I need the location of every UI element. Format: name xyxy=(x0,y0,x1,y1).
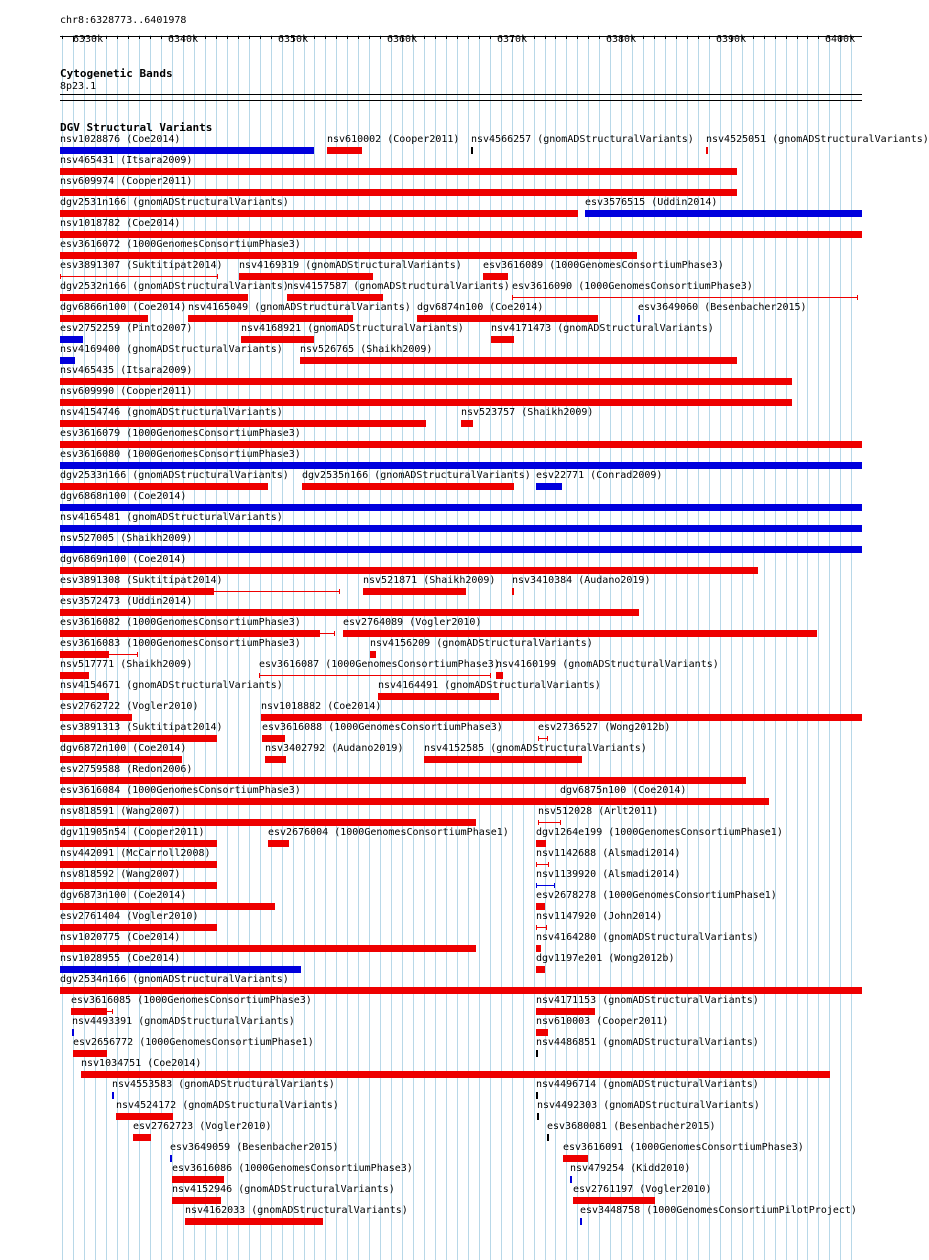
sv-bar[interactable] xyxy=(60,294,248,301)
sv-feature-label: nsv1028955 (Coe2014) xyxy=(60,953,181,964)
sv-bar[interactable] xyxy=(60,693,109,700)
locus-label: chr8:6328773..6401978 xyxy=(60,15,187,26)
sv-bar[interactable] xyxy=(60,441,862,448)
sv-bar[interactable] xyxy=(60,798,560,805)
ruler-minor-tick xyxy=(336,36,337,39)
sv-feature-label: dgv6874n100 (Coe2014) xyxy=(417,302,544,313)
sv-whisker[interactable] xyxy=(109,654,137,655)
ruler-tick-label: 6360k xyxy=(387,34,418,45)
ruler-minor-tick xyxy=(325,36,326,39)
sv-whisker-cap[interactable] xyxy=(217,274,218,279)
sv-feature-label: esv3616091 (1000GenomesConsortiumPhase3) xyxy=(563,1142,804,1153)
sv-point[interactable] xyxy=(537,1113,539,1120)
sv-feature-label: esv2676004 (1000GenomesConsortiumPhase1) xyxy=(268,827,509,838)
sv-feature-label: dgv2533n166 (gnomADStructuralVariants) xyxy=(60,470,289,481)
sv-feature-label: nsv4165049 (gnomADStructuralVariants) xyxy=(188,302,411,313)
ruler-minor-tick xyxy=(139,36,140,39)
sv-bar[interactable] xyxy=(536,966,545,973)
sv-feature-label: dgv6868n100 (Coe2014) xyxy=(60,491,187,502)
sv-bar[interactable] xyxy=(60,378,792,385)
sv-feature-label: esv2761197 (Vogler2010) xyxy=(573,1184,712,1195)
ruler-minor-tick xyxy=(818,36,819,39)
sv-bar[interactable] xyxy=(60,147,314,154)
sv-feature-label: nsv4162033 (gnomADStructuralVariants) xyxy=(185,1205,408,1216)
ruler-minor-tick xyxy=(797,36,798,39)
ruler-minor-tick xyxy=(117,36,118,39)
ruler-minor-tick xyxy=(106,36,107,39)
sv-feature-label: esv3616087 (1000GenomesConsortiumPhase3) xyxy=(259,659,500,670)
ruler-minor-tick xyxy=(786,36,787,39)
ruler-tick-label: 6370k xyxy=(497,34,528,45)
sv-whisker-cap[interactable] xyxy=(538,736,539,741)
sv-bar[interactable] xyxy=(60,987,862,994)
sv-feature-label: esv2759588 (Redon2006) xyxy=(60,764,193,775)
sv-feature-label: nsv4154746 (gnomADStructuralVariants) xyxy=(60,407,283,418)
sv-feature-label: esv3891307 (Suktitipat2014) xyxy=(60,260,223,271)
sv-bar[interactable] xyxy=(60,777,746,784)
sv-bar[interactable] xyxy=(363,588,466,595)
sv-bar[interactable] xyxy=(60,315,148,322)
sv-bar[interactable] xyxy=(81,1071,830,1078)
ruler-minor-tick xyxy=(369,36,370,39)
sv-feature-label: esv2736527 (Wong2012b) xyxy=(538,722,671,733)
sv-feature-label: nsv4493391 (gnomADStructuralVariants) xyxy=(72,1016,295,1027)
sv-bar[interactable] xyxy=(73,1050,107,1057)
cytoband-label: 8p23.1 xyxy=(60,81,97,92)
sv-bar[interactable] xyxy=(60,525,862,532)
sv-bar[interactable] xyxy=(188,315,353,322)
sv-bar[interactable] xyxy=(573,1197,655,1204)
ruler-minor-tick xyxy=(676,36,677,39)
sv-feature-label: dgv1264e199 (1000GenomesConsortiumPhase1) xyxy=(536,827,783,838)
sv-feature-label: esv3572473 (Uddin2014) xyxy=(60,596,193,607)
sv-feature-label: nsv1142688 (Alsmadi2014) xyxy=(536,848,681,859)
sv-bar[interactable] xyxy=(536,840,546,847)
ruler-minor-tick xyxy=(654,36,655,39)
sv-feature-label: nsv4169319 (gnomADStructuralVariants) xyxy=(239,260,462,271)
ruler-minor-tick xyxy=(643,36,644,39)
sv-feature-label: nsv4152585 (gnomADStructuralVariants) xyxy=(424,743,647,754)
sv-feature-label: nsv4168921 (gnomADStructuralVariants) xyxy=(241,323,464,334)
sv-whisker-cap[interactable] xyxy=(857,295,858,300)
sv-bar[interactable] xyxy=(60,231,862,238)
sv-feature-label: nsv442091 (McCarroll2008) xyxy=(60,848,211,859)
sv-feature-label: nsv4524172 (gnomADStructuralVariants) xyxy=(116,1100,339,1111)
dgv-track-title[interactable]: DGV Structural Variants xyxy=(60,121,213,134)
sv-feature-label: nsv4154671 (gnomADStructuralVariants) xyxy=(60,680,283,691)
ruler-minor-tick xyxy=(314,36,315,39)
sv-feature-label: nsv4164491 (gnomADStructuralVariants) xyxy=(378,680,601,691)
sv-feature-label: nsv4156209 (gnomADStructuralVariants) xyxy=(370,638,593,649)
sv-whisker[interactable] xyxy=(60,276,217,277)
ruler-tick-label: 6350k xyxy=(278,34,309,45)
sv-feature-label: nsv3410384 (Audano2019) xyxy=(512,575,651,586)
sv-feature-label: nsv4492303 (gnomADStructuralVariants) xyxy=(537,1100,760,1111)
ruler-minor-tick xyxy=(775,36,776,39)
sv-bar[interactable] xyxy=(60,546,862,553)
sv-feature-label: esv3616080 (1000GenomesConsortiumPhase3) xyxy=(60,449,301,460)
sv-bar[interactable] xyxy=(536,483,562,490)
sv-whisker-cap[interactable] xyxy=(259,673,260,678)
sv-feature-label: dgv6866n100 (Coe2014) xyxy=(60,302,187,313)
sv-point[interactable] xyxy=(706,147,708,154)
ruler-minor-tick xyxy=(687,36,688,39)
sv-bar[interactable] xyxy=(172,1176,224,1183)
sv-bar[interactable] xyxy=(60,882,217,889)
sv-point[interactable] xyxy=(170,1155,172,1162)
sv-feature-label: nsv465431 (Itsara2009) xyxy=(60,155,193,166)
sv-bar[interactable] xyxy=(417,315,598,322)
ruler-minor-tick xyxy=(205,36,206,39)
sv-feature-label: esv2764089 (Vogler2010) xyxy=(343,617,482,628)
sv-bar[interactable] xyxy=(71,1008,107,1015)
sv-point[interactable] xyxy=(536,1050,538,1057)
ruler-tick-label: 6390k xyxy=(716,34,747,45)
sv-bar[interactable] xyxy=(261,714,862,721)
sv-whisker-cap[interactable] xyxy=(536,883,537,888)
sv-feature-label: esv2752259 (Pinto2007) xyxy=(60,323,193,334)
cyto-divider-top xyxy=(60,94,862,95)
sv-feature-label: dgv6869n100 (Coe2014) xyxy=(60,554,187,565)
ruler-minor-tick xyxy=(545,36,546,39)
sv-whisker-cap[interactable] xyxy=(548,862,549,867)
ruler-minor-tick xyxy=(446,36,447,39)
sv-point[interactable] xyxy=(580,1218,582,1225)
ruler-minor-tick xyxy=(161,36,162,39)
sv-feature-label: nsv465435 (Itsara2009) xyxy=(60,365,193,376)
sv-bar[interactable] xyxy=(496,672,503,679)
sv-bar[interactable] xyxy=(60,651,109,658)
sv-feature-label: nsv609974 (Cooper2011) xyxy=(60,176,193,187)
sv-bar[interactable] xyxy=(172,1197,221,1204)
sv-feature-label: esv3891308 (Suktitipat2014) xyxy=(60,575,223,586)
sv-bar[interactable] xyxy=(60,504,862,511)
sv-whisker-cap[interactable] xyxy=(547,736,548,741)
sv-feature-label: dgv6872n100 (Coe2014) xyxy=(60,743,187,754)
ruler-minor-tick xyxy=(249,36,250,39)
sv-bar[interactable] xyxy=(60,903,275,910)
sv-point[interactable] xyxy=(570,1176,572,1183)
sv-feature-label: nsv526765 (Shaikh2009) xyxy=(300,344,433,355)
sv-bar[interactable] xyxy=(483,273,508,280)
ruler-minor-tick xyxy=(358,36,359,39)
sv-bar[interactable] xyxy=(60,945,476,952)
sv-whisker-cap[interactable] xyxy=(334,631,335,636)
sv-whisker[interactable] xyxy=(536,864,548,865)
sv-bar[interactable] xyxy=(424,756,582,763)
sv-feature-label: esv3649060 (Besenbacher2015) xyxy=(638,302,807,313)
sv-bar[interactable] xyxy=(60,399,792,406)
sv-bar[interactable] xyxy=(287,294,383,301)
sv-feature-label: nsv517771 (Shaikh2009) xyxy=(60,659,193,670)
sv-whisker-cap[interactable] xyxy=(339,589,340,594)
ruler-minor-tick xyxy=(457,36,458,39)
sv-point[interactable] xyxy=(112,1092,114,1099)
sv-feature-label: esv3448758 (1000GenomesConsortiumPilotProject) xyxy=(580,1205,857,1216)
cyto-divider-bottom xyxy=(60,100,862,101)
sv-feature-label: esv3891313 (Suktitipat2014) xyxy=(60,722,223,733)
sv-feature-label: nsv4553583 (gnomADStructuralVariants) xyxy=(112,1079,335,1090)
sv-feature-label: esv3616079 (1000GenomesConsortiumPhase3) xyxy=(60,428,301,439)
sv-bar[interactable] xyxy=(60,168,737,175)
sv-bar[interactable] xyxy=(461,420,473,427)
sv-whisker[interactable] xyxy=(320,633,334,634)
sv-bar[interactable] xyxy=(302,483,514,490)
sv-whisker-cap[interactable] xyxy=(512,295,513,300)
sv-bar[interactable] xyxy=(343,630,817,637)
sv-bar[interactable] xyxy=(239,273,373,280)
sv-feature-label: dgv2532n166 (gnomADStructuralVariants) xyxy=(60,281,289,292)
sv-feature-label: nsv1020775 (Coe2014) xyxy=(60,932,181,943)
ruler-minor-tick xyxy=(238,36,239,39)
ruler-minor-tick xyxy=(128,36,129,39)
sv-feature-label: dgv2531n166 (gnomADStructuralVariants) xyxy=(60,197,289,208)
sv-bar[interactable] xyxy=(585,210,862,217)
sv-whisker[interactable] xyxy=(536,885,554,886)
sv-feature-label: nsv4157587 (gnomADStructuralVariants) xyxy=(287,281,510,292)
sv-whisker-cap[interactable] xyxy=(546,925,547,930)
sv-feature-label: esv3616084 (1000GenomesConsortiumPhase3) xyxy=(60,785,301,796)
ruler-minor-tick xyxy=(150,36,151,39)
ruler-minor-tick xyxy=(555,36,556,39)
ruler-minor-tick xyxy=(380,36,381,39)
sv-feature-label: esv3680081 (Besenbacher2015) xyxy=(547,1121,716,1132)
ruler-minor-tick xyxy=(468,36,469,39)
ruler-minor-tick xyxy=(534,36,535,39)
sv-bar[interactable] xyxy=(60,672,89,679)
grid-line xyxy=(851,35,852,1260)
sv-feature-label: nsv609990 (Cooper2011) xyxy=(60,386,193,397)
sv-whisker[interactable] xyxy=(538,738,547,739)
sv-feature-label: nsv4525051 (gnomADStructuralVariants) xyxy=(706,134,929,145)
sv-feature-label: nsv523757 (Shaikh2009) xyxy=(461,407,594,418)
ruler-minor-tick xyxy=(479,36,480,39)
sv-feature-label: esv3616082 (1000GenomesConsortiumPhase3) xyxy=(60,617,301,628)
sv-whisker-cap[interactable] xyxy=(490,673,491,678)
sv-bar[interactable] xyxy=(60,840,217,847)
ruler-minor-tick xyxy=(599,36,600,39)
sv-whisker[interactable] xyxy=(214,591,339,592)
sv-feature-label: esv3616088 (1000GenomesConsortiumPhase3) xyxy=(262,722,503,733)
sv-bar[interactable] xyxy=(60,483,268,490)
sv-feature-label: esv2761404 (Vogler2010) xyxy=(60,911,199,922)
sv-feature-label: nsv4165481 (gnomADStructuralVariants) xyxy=(60,512,283,523)
sv-bar[interactable] xyxy=(536,1029,548,1036)
sv-feature-label: dgv6873n100 (Coe2014) xyxy=(60,890,187,901)
ruler-tick-label: 6380k xyxy=(606,34,637,45)
ruler-minor-tick xyxy=(807,36,808,39)
sv-bar[interactable] xyxy=(60,210,578,217)
ruler-minor-tick xyxy=(566,36,567,39)
sv-feature-label: esv22771 (Conrad2009) xyxy=(536,470,663,481)
sv-feature-label: dgv2534n166 (gnomADStructuralVariants) xyxy=(60,974,289,985)
ruler-minor-tick xyxy=(347,36,348,39)
sv-bar[interactable] xyxy=(60,924,217,931)
sv-bar[interactable] xyxy=(60,714,132,721)
sv-bar[interactable] xyxy=(60,630,320,637)
sv-feature-label: nsv479254 (Kidd2010) xyxy=(570,1163,691,1174)
ruler-minor-tick xyxy=(698,36,699,39)
ruler-tick-label: 6330k xyxy=(73,34,104,45)
ruler-minor-tick xyxy=(271,36,272,39)
sv-bar[interactable] xyxy=(60,189,737,196)
sv-feature-label: nsv4152946 (gnomADStructuralVariants) xyxy=(172,1184,395,1195)
sv-bar[interactable] xyxy=(536,1008,595,1015)
ruler-minor-tick xyxy=(753,36,754,39)
sv-point[interactable] xyxy=(471,147,473,154)
sv-bar[interactable] xyxy=(241,336,314,343)
cytogenetic-bands-track-title[interactable]: Cytogenetic Bands xyxy=(60,67,173,80)
sv-feature-label: nsv4160199 (gnomADStructuralVariants) xyxy=(496,659,719,670)
sv-bar[interactable] xyxy=(60,336,83,343)
sv-feature-label: nsv512028 (Arlt2011) xyxy=(538,806,659,817)
sv-whisker-cap[interactable] xyxy=(112,1009,113,1014)
sv-bar[interactable] xyxy=(60,588,214,595)
ruler-tick-label: 6400k xyxy=(825,34,856,45)
sv-feature-label: nsv3402792 (Audano2019) xyxy=(265,743,404,754)
sv-whisker-cap[interactable] xyxy=(60,274,61,279)
sv-feature-label: nsv1147920 (John2014) xyxy=(536,911,663,922)
sv-bar[interactable] xyxy=(60,420,426,427)
sv-whisker-cap[interactable] xyxy=(560,820,561,825)
sv-bar[interactable] xyxy=(60,252,637,259)
sv-feature-label: esv3576515 (Uddin2014) xyxy=(585,197,718,208)
sv-feature-label: esv3616085 (1000GenomesConsortiumPhase3) xyxy=(71,995,312,1006)
sv-bar[interactable] xyxy=(327,147,362,154)
sv-feature-label: esv3616089 (1000GenomesConsortiumPhase3) xyxy=(483,260,724,271)
sv-point[interactable] xyxy=(72,1029,74,1036)
sv-bar[interactable] xyxy=(60,756,182,763)
sv-bar[interactable] xyxy=(563,1155,588,1162)
sv-feature-label: nsv818591 (Wang2007) xyxy=(60,806,181,817)
ruler-minor-tick xyxy=(424,36,425,39)
sv-bar[interactable] xyxy=(300,357,737,364)
sv-feature-label: nsv1034751 (Coe2014) xyxy=(81,1058,202,1069)
sv-bar[interactable] xyxy=(133,1134,151,1141)
ruler-minor-tick xyxy=(665,36,666,39)
sv-feature-label: dgv11905n54 (Cooper2011) xyxy=(60,827,205,838)
ruler-minor-tick xyxy=(216,36,217,39)
sv-point[interactable] xyxy=(536,1092,538,1099)
sv-whisker[interactable] xyxy=(512,297,857,298)
ruler-minor-tick xyxy=(764,36,765,39)
sv-feature-label: dgv1197e201 (Wong2012b) xyxy=(536,953,675,964)
sv-feature-label: dgv2535n166 (gnomADStructuralVariants) xyxy=(302,470,531,481)
sv-whisker-cap[interactable] xyxy=(536,862,537,867)
sv-whisker-cap[interactable] xyxy=(536,925,537,930)
sv-feature-label: esv2762722 (Vogler2010) xyxy=(60,701,199,712)
sv-feature-label: dgv6875n100 (Coe2014) xyxy=(560,785,687,796)
sv-feature-label: esv3616072 (1000GenomesConsortiumPhase3) xyxy=(60,239,301,250)
sv-bar[interactable] xyxy=(265,756,286,763)
ruler-tick-label: 6340k xyxy=(168,34,199,45)
sv-bar[interactable] xyxy=(536,945,541,952)
sv-feature-label: nsv610002 (Cooper2011) xyxy=(327,134,460,145)
sv-feature-label: esv2678278 (1000GenomesConsortiumPhase1) xyxy=(536,890,777,901)
sv-feature-label: nsv610003 (Cooper2011) xyxy=(536,1016,669,1027)
sv-bar[interactable] xyxy=(60,861,217,868)
sv-bar[interactable] xyxy=(378,693,499,700)
sv-feature-label: nsv818592 (Wang2007) xyxy=(60,869,181,880)
sv-feature-label: esv3649059 (Besenbacher2015) xyxy=(170,1142,339,1153)
sv-feature-label: esv2762723 (Vogler2010) xyxy=(133,1121,272,1132)
ruler-minor-tick xyxy=(490,36,491,39)
sv-bar[interactable] xyxy=(262,735,285,742)
sv-point[interactable] xyxy=(547,1134,549,1141)
ruler-minor-tick xyxy=(577,36,578,39)
grid-line xyxy=(840,35,841,1260)
sv-bar[interactable] xyxy=(60,567,758,574)
sv-bar[interactable] xyxy=(370,651,376,658)
ruler-minor-tick xyxy=(227,36,228,39)
ruler-minor-tick xyxy=(709,36,710,39)
sv-point[interactable] xyxy=(512,588,514,595)
ruler-minor-tick xyxy=(588,36,589,39)
sv-bar[interactable] xyxy=(60,819,476,826)
sv-feature-label: nsv4566257 (gnomADStructuralVariants) xyxy=(471,134,694,145)
sv-whisker[interactable] xyxy=(259,675,490,676)
sv-whisker-cap[interactable] xyxy=(538,820,539,825)
sv-bar[interactable] xyxy=(268,840,289,847)
sv-feature-label: nsv1028876 (Coe2014) xyxy=(60,134,181,145)
sv-point[interactable] xyxy=(638,315,640,322)
sv-whisker[interactable] xyxy=(536,927,546,928)
sv-feature-label: esv2656772 (1000GenomesConsortiumPhase1) xyxy=(73,1037,314,1048)
sv-bar[interactable] xyxy=(116,1113,173,1120)
sv-whisker[interactable] xyxy=(538,822,560,823)
sv-feature-label: nsv1018882 (Coe2014) xyxy=(261,701,382,712)
sv-bar[interactable] xyxy=(560,798,769,805)
sv-feature-label: nsv4171473 (gnomADStructuralVariants) xyxy=(491,323,714,334)
ruler-minor-tick xyxy=(62,36,63,39)
sv-bar[interactable] xyxy=(491,336,514,343)
sv-feature-label: esv3616086 (1000GenomesConsortiumPhase3) xyxy=(172,1163,413,1174)
sv-feature-label: nsv4171153 (gnomADStructuralVariants) xyxy=(536,995,759,1006)
sv-feature-label: esv3616083 (1000GenomesConsortiumPhase3) xyxy=(60,638,301,649)
sv-feature-label: nsv4164280 (gnomADStructuralVariants) xyxy=(536,932,759,943)
sv-feature-label: nsv4486851 (gnomADStructuralVariants) xyxy=(536,1037,759,1048)
sv-bar[interactable] xyxy=(60,735,217,742)
sv-whisker-cap[interactable] xyxy=(137,652,138,657)
sv-feature-label: nsv4169400 (gnomADStructuralVariants) xyxy=(60,344,283,355)
sv-feature-label: nsv1018782 (Coe2014) xyxy=(60,218,181,229)
sv-bar[interactable] xyxy=(60,357,75,364)
sv-feature-label: esv3616090 (1000GenomesConsortiumPhase3) xyxy=(512,281,753,292)
sv-feature-label: nsv521871 (Shaikh2009) xyxy=(363,575,496,586)
sv-feature-label: nsv4496714 (gnomADStructuralVariants) xyxy=(536,1079,759,1090)
sv-bar[interactable] xyxy=(60,462,862,469)
ruler-minor-tick xyxy=(435,36,436,39)
sv-bar[interactable] xyxy=(185,1218,323,1225)
sv-bar[interactable] xyxy=(536,903,545,910)
sv-feature-label: nsv1139920 (Alsmadi2014) xyxy=(536,869,681,880)
sv-bar[interactable] xyxy=(60,609,639,616)
sv-feature-label: nsv527005 (Shaikh2009) xyxy=(60,533,193,544)
sv-whisker-cap[interactable] xyxy=(554,883,555,888)
sv-bar[interactable] xyxy=(60,966,301,973)
ruler-minor-tick xyxy=(260,36,261,39)
